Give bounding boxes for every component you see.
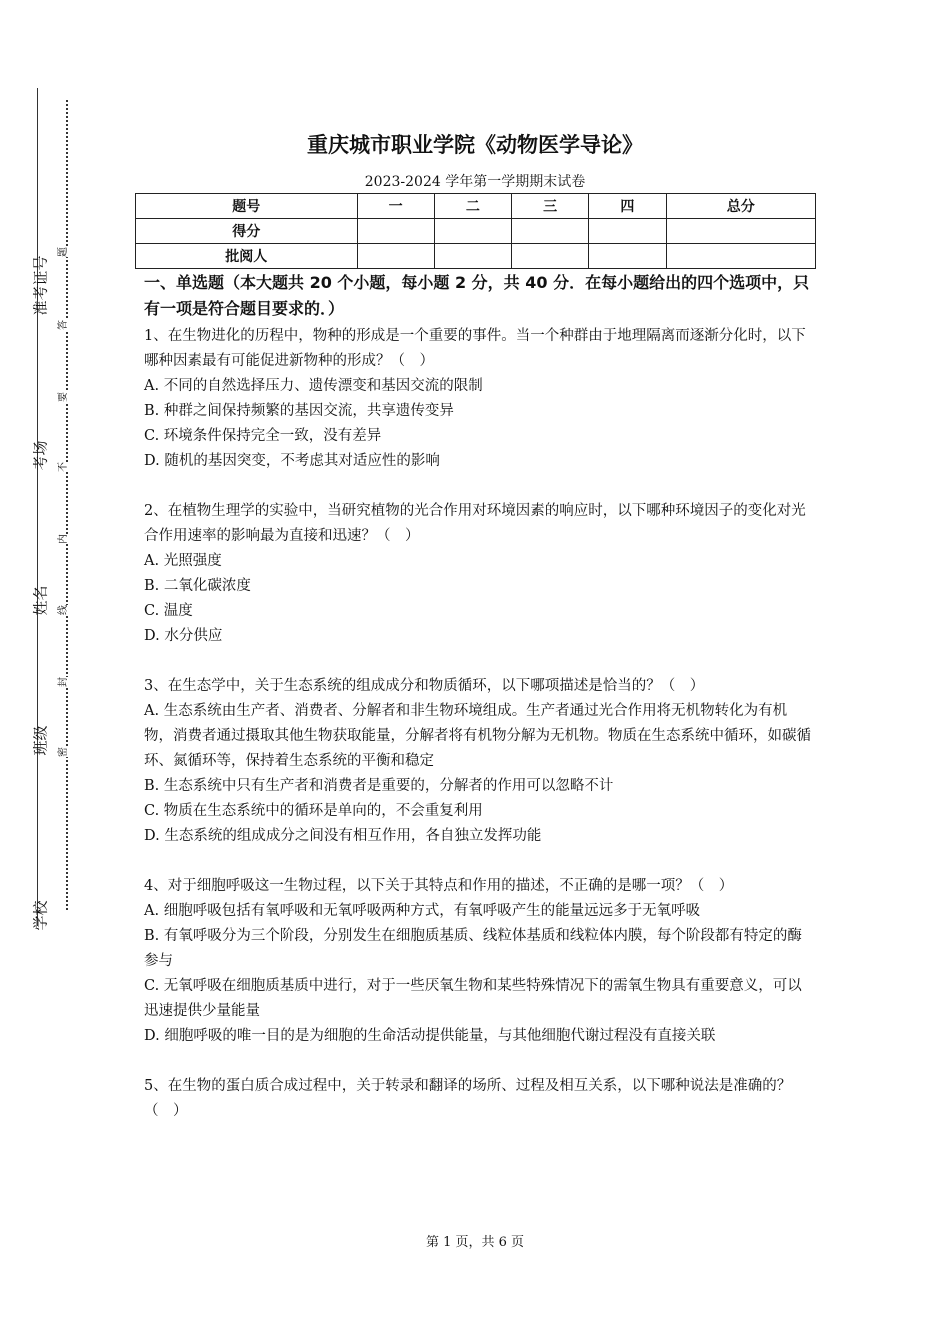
margin-field-exam-room: 考场 — [31, 440, 50, 471]
reviewer-cell[interactable] — [357, 244, 434, 269]
seal-char: 答 — [58, 320, 69, 330]
seal-char: 内 — [58, 534, 69, 544]
reviewer-cell[interactable] — [434, 244, 511, 269]
option-c: C. 物质在生态系统中的循环是单向的，不会重复利用 — [144, 803, 483, 819]
reviewer-cell[interactable] — [512, 244, 589, 269]
question-5 — [144, 1074, 812, 1124]
option-d: D. 水分供应 — [144, 628, 223, 644]
page-number: 第 1 页，共 6 页 — [425, 1235, 525, 1250]
reviewer-cell[interactable] — [666, 244, 815, 269]
option-d: D. 细胞呼吸的唯一目的是为细胞的生命活动提供能量，与其他细胞代谢过程没有直接关联 — [144, 1028, 716, 1044]
page-title: 重庆城市职业学院《动物医学导论》 — [307, 133, 643, 157]
table-header-cell: 总分 — [666, 194, 815, 219]
score-cell[interactable] — [434, 219, 511, 244]
question-stem: 2、在植物生理学的实验中，当研究植物的光合作用对环境因素的响应时，以下哪种环境因子的变化对光合作用速率的影响最为直接和迅速？（ ） — [144, 503, 806, 544]
margin-field-exam-number: 准考证号 — [31, 255, 50, 316]
option-c: C. 环境条件保持完全一致，没有差异 — [144, 428, 382, 444]
score-table — [135, 193, 816, 269]
table-row — [136, 244, 816, 269]
table-header-cell: 一 — [357, 194, 434, 219]
option-c: C. 温度 — [144, 603, 193, 619]
table-row — [136, 194, 816, 219]
score-cell[interactable] — [666, 219, 815, 244]
reviewer-cell[interactable] — [589, 244, 666, 269]
question-section — [144, 270, 812, 1149]
section-heading: 一、单选题（本大题共 20 个小题，每小题 2 分，共 40 分．在每小题给出的四个选项中，只有一项是符合题目要求的．） — [144, 273, 810, 318]
option-b: B. 生态系统中只有生产者和消费者是重要的，分解者的作用可以忽略不计 — [144, 778, 614, 794]
table-row — [136, 219, 816, 244]
seal-dotted-line — [66, 100, 68, 910]
exam-subtitle: 2023-2024 学年第一学期期末试卷 — [364, 174, 586, 190]
binding-line — [37, 88, 38, 926]
question-stem: 3、在生态学中，关于生态系统的组成成分和物质循环，以下哪项描述是恰当的？（ ） — [144, 678, 705, 694]
option-a: A. 不同的自然选择压力、遗传漂变和基因交流的限制 — [144, 378, 483, 394]
score-cell[interactable] — [512, 219, 589, 244]
table-row-label: 批阅人 — [136, 244, 358, 269]
question-4 — [144, 874, 812, 1049]
margin-field-name: 姓名 — [31, 585, 50, 616]
question-1 — [144, 324, 812, 474]
option-a: A. 生态系统由生产者、消费者、分解者和非生物环境组成。生产者通过光合作用将无机物转化为有机物，消费者通过摄取其他生物获取能量，分解者将有机物分解为无机物。物质在生态系统中循环，如碳循环、氮循环等，保持着生态系统的平衡和稳定 — [144, 703, 811, 769]
margin-field-class: 班级 — [31, 725, 50, 756]
seal-char: 题 — [58, 247, 69, 257]
question-stem: 4、对于细胞呼吸这一生物过程，以下关于其特点和作用的描述，不正确的是哪一项？（ ） — [144, 878, 734, 894]
table-header-cell: 二 — [434, 194, 511, 219]
option-d: D. 随机的基因突变，不考虑其对适应性的影响 — [144, 453, 440, 469]
score-cell[interactable] — [589, 219, 666, 244]
seal-char: 要 — [58, 392, 69, 402]
option-b: B. 种群之间保持频繁的基因交流，共享遗传变异 — [144, 403, 454, 419]
question-3 — [144, 674, 812, 849]
margin-field-school: 学校 — [31, 900, 50, 931]
question-stem: 5、在生物的蛋白质合成过程中，关于转录和翻译的场所、过程及相互关系，以下哪种说法是准确的？（ ） — [144, 1078, 792, 1119]
option-b: B. 有氧呼吸分为三个阶段，分别发生在细胞质基质、线粒体基质和线粒体内膜，每个阶段都有特定的酶参与 — [144, 928, 802, 969]
option-c: C. 无氧呼吸在细胞质基质中进行，对于一些厌氧生物和某些特殊情况下的需氧生物具有重要意义，可以迅速提供少量能量 — [144, 978, 802, 1019]
table-row-label: 得分 — [136, 219, 358, 244]
seal-char: 封 — [58, 677, 69, 687]
seal-char: 线 — [58, 605, 69, 615]
option-b: B. 二氧化碳浓度 — [144, 578, 251, 594]
table-header-cell: 题号 — [136, 194, 358, 219]
table-header-cell: 三 — [512, 194, 589, 219]
question-2 — [144, 499, 812, 649]
table-header-cell: 四 — [589, 194, 666, 219]
option-a: A. 细胞呼吸包括有氧呼吸和无氧呼吸两种方式，有氧呼吸产生的能量远远多于无氧呼吸 — [144, 903, 701, 919]
seal-char: 密 — [58, 747, 69, 757]
option-d: D. 生态系统的组成成分之间没有相互作用，各自独立发挥功能 — [144, 828, 542, 844]
question-stem: 1、在生物进化的历程中，物种的形成是一个重要的事件。当一个种群由于地理隔离而逐渐分化时，以下哪种因素最有可能促进新物种的形成？（ ） — [144, 328, 806, 369]
seal-char: 不 — [58, 462, 69, 472]
score-cell[interactable] — [357, 219, 434, 244]
option-a: A. 光照强度 — [144, 553, 222, 569]
